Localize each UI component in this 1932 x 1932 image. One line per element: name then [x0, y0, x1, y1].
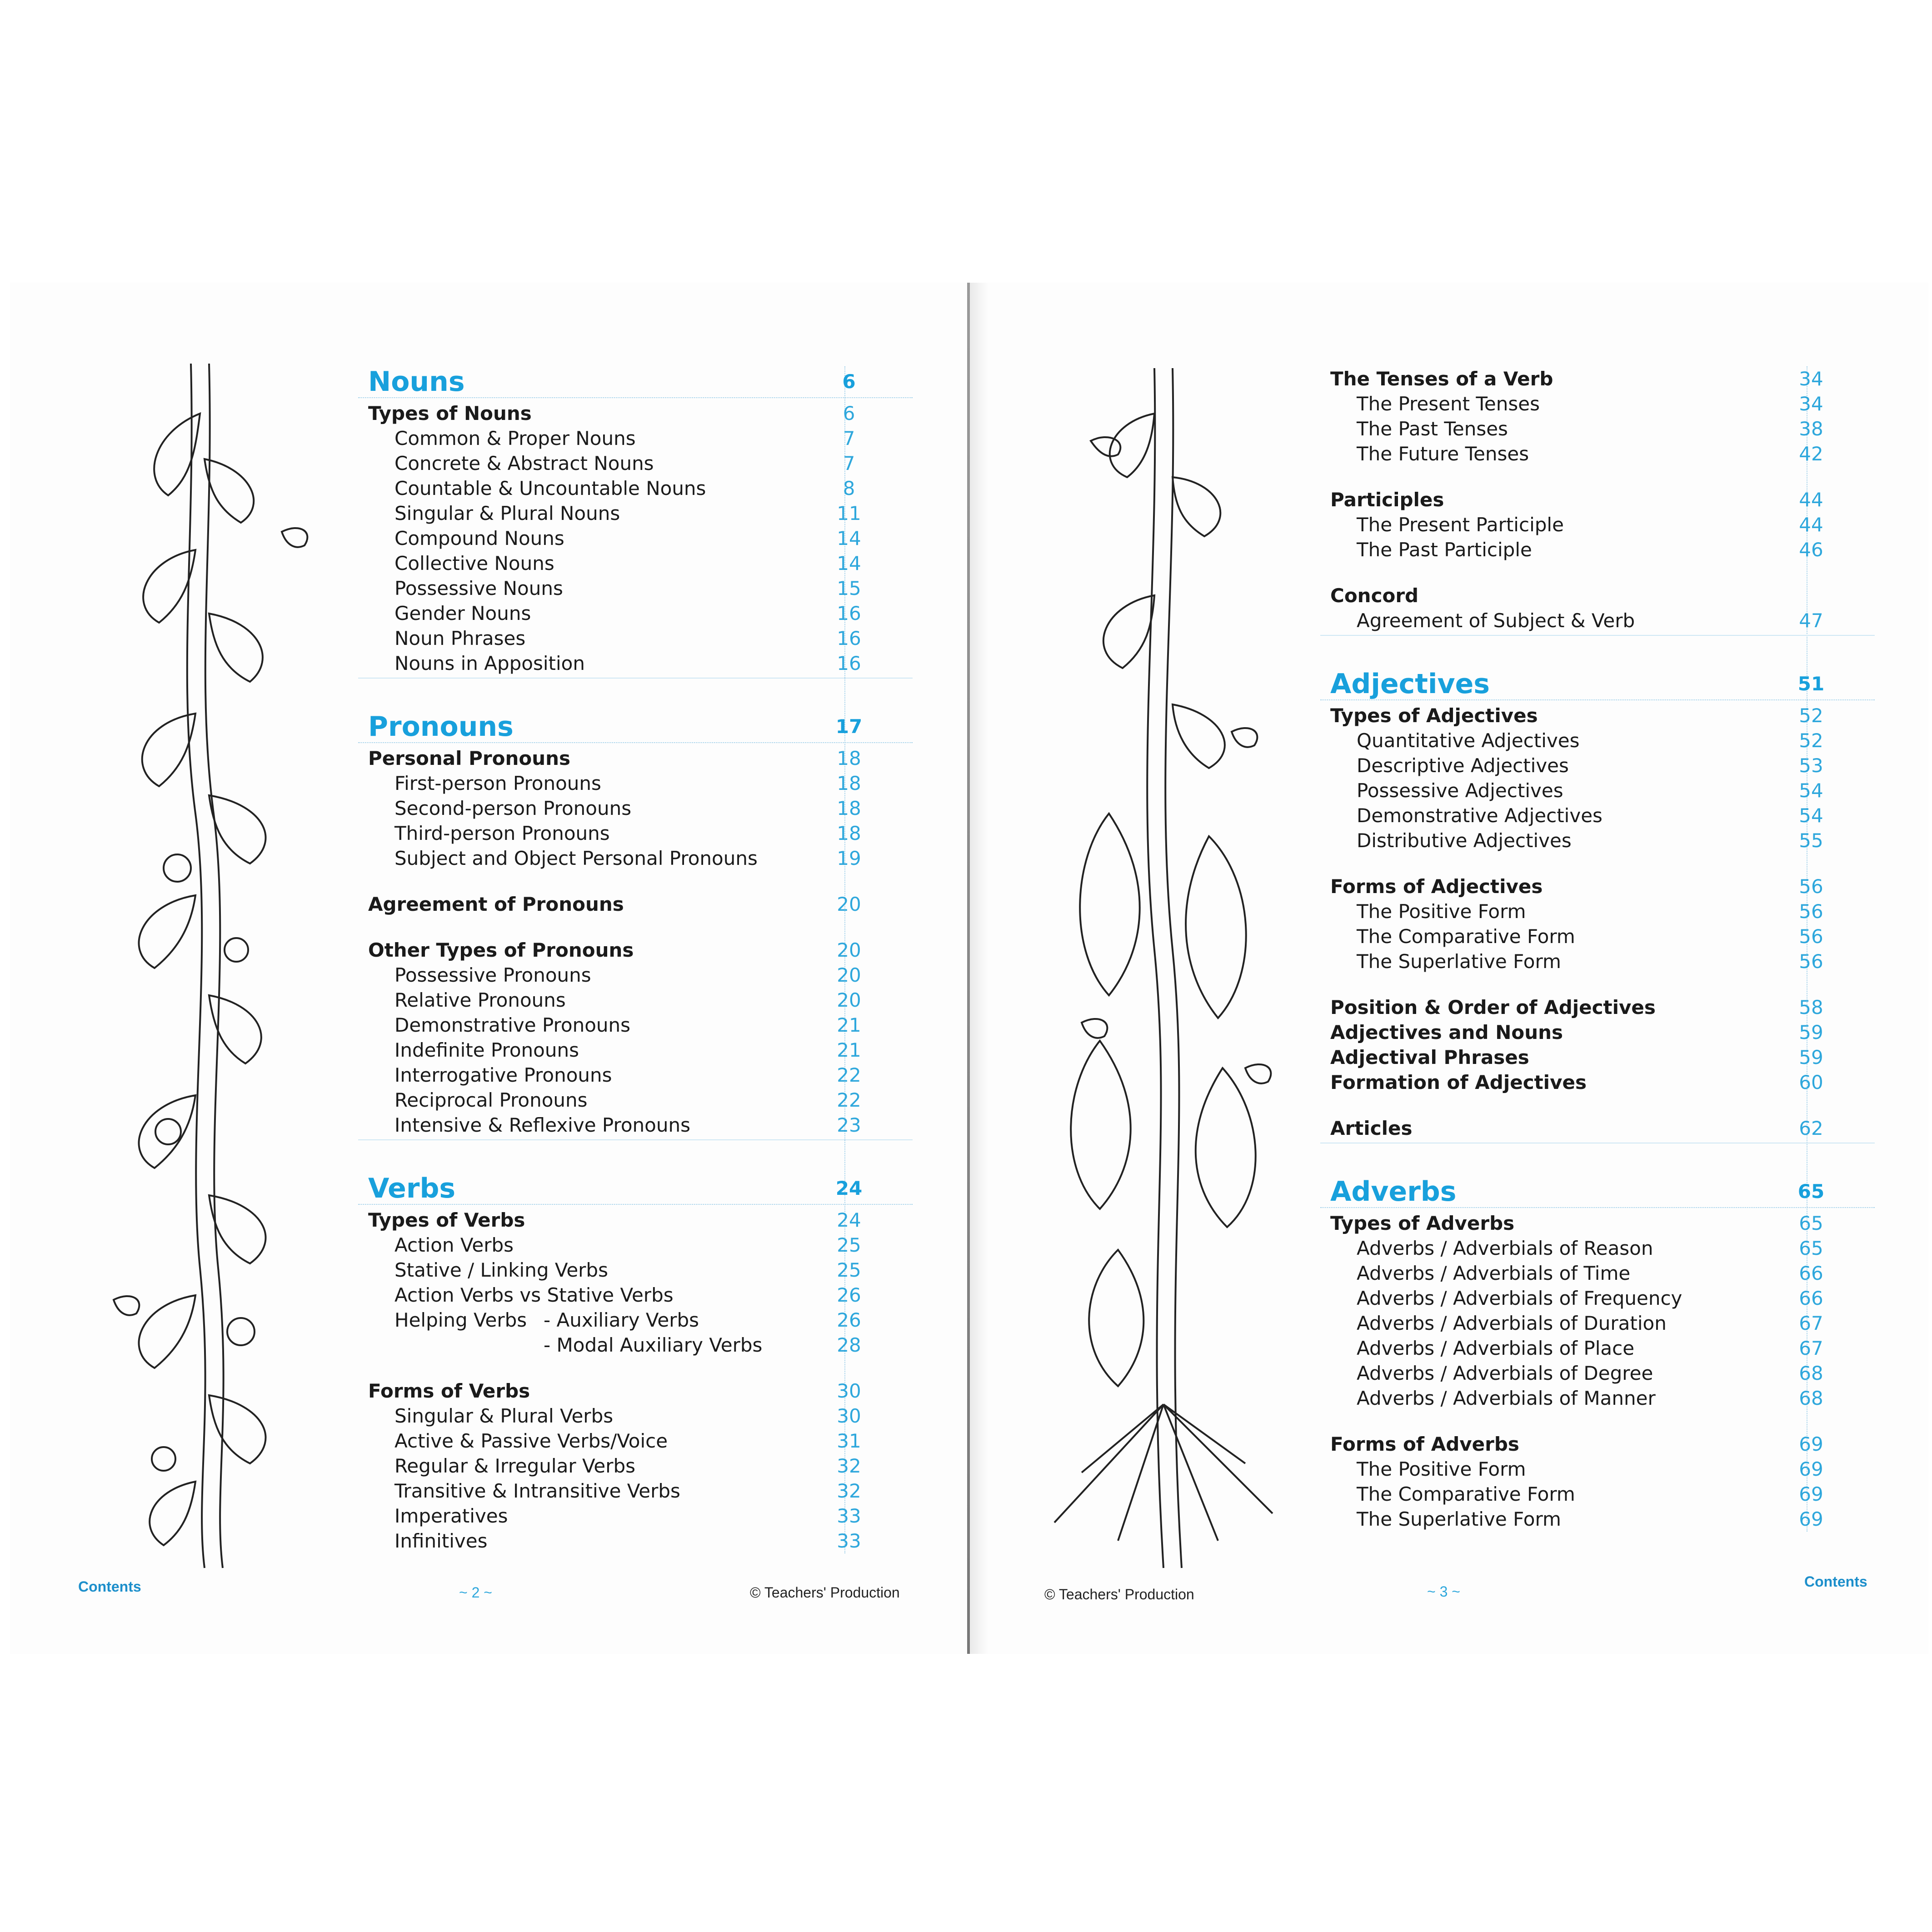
entry-title: Adverbs / Adverbials of Duration — [1357, 1312, 1667, 1334]
entry-title: Reciprocal Pronouns — [394, 1089, 588, 1111]
entry-title: Noun Phrases — [394, 627, 526, 649]
toc-entry[interactable] — [358, 1528, 913, 1553]
toc-entry[interactable] — [1320, 1261, 1875, 1286]
entry-title: Gender Nouns — [394, 602, 531, 624]
entry-page: 11 — [837, 502, 861, 524]
entry-page: 46 — [1799, 539, 1823, 561]
entry-title: Singular & Plural Nouns — [394, 502, 620, 524]
footer-page-number-left — [459, 1584, 492, 1601]
entry-title: Quantitative Adjectives — [1357, 729, 1580, 752]
toc-section-verbs — [358, 1173, 913, 1553]
section-title: Verbs — [368, 1173, 456, 1204]
toc-entry[interactable] — [358, 746, 913, 771]
toc-entry[interactable] — [1320, 1507, 1875, 1532]
entry-page: 42 — [1799, 443, 1823, 465]
entry-title: First-person Pronouns — [394, 772, 601, 794]
ornament-icon: ~ — [1427, 1583, 1440, 1600]
entry-title: Agreement of Subject & Verb — [1357, 609, 1635, 632]
toc-entry[interactable] — [1320, 487, 1875, 512]
entry-title: Personal Pronouns — [368, 747, 570, 769]
entry-title: Common & Proper Nouns — [394, 427, 636, 449]
entry-title: Participles — [1330, 489, 1444, 511]
entry-page: 53 — [1799, 754, 1823, 777]
toc-entry[interactable] — [358, 1208, 913, 1233]
entry-subtitle: - Modal Auxiliary Verbs — [544, 1334, 763, 1356]
entry-page: 25 — [837, 1234, 861, 1256]
entry-page: 54 — [1799, 804, 1823, 827]
entry-title: Concord — [1330, 584, 1419, 607]
toc-entry[interactable] — [358, 1038, 913, 1063]
entry-page: 18 — [837, 822, 861, 844]
entry-page: 23 — [837, 1114, 861, 1136]
entry-page: 56 — [1799, 875, 1823, 898]
entry-page: 69 — [1799, 1458, 1823, 1480]
entry-title: Compound Nouns — [394, 527, 564, 549]
entry-page: 69 — [1799, 1483, 1823, 1505]
toc-entry[interactable] — [358, 626, 913, 651]
toc-entry[interactable] — [358, 771, 913, 796]
toc-entry[interactable] — [1320, 366, 1875, 391]
entry-page: 52 — [1799, 729, 1823, 752]
entry-page: 52 — [1799, 704, 1823, 727]
toc-entry[interactable] — [358, 988, 913, 1013]
toc-entry[interactable] — [358, 401, 913, 426]
entry-page: 16 — [837, 652, 861, 674]
entry-page: 67 — [1799, 1312, 1823, 1334]
entry-title: Forms of Adverbs — [1330, 1433, 1519, 1455]
entry-page: 32 — [837, 1455, 861, 1477]
toc-entry[interactable] — [358, 1258, 913, 1283]
entry-page: 56 — [1799, 950, 1823, 973]
toc-entry[interactable] — [358, 892, 913, 917]
entry-title: Indefinite Pronouns — [394, 1039, 579, 1061]
entry-page: 66 — [1799, 1262, 1823, 1284]
footer-copyright-left: © Teachers' Production — [750, 1584, 900, 1601]
entry-page: 31 — [837, 1430, 861, 1452]
toc-entry[interactable] — [1320, 803, 1875, 828]
entry-page: 32 — [837, 1480, 861, 1502]
toc-entry[interactable] — [1320, 1236, 1875, 1261]
entry-title: Forms of Verbs — [368, 1380, 530, 1402]
entry-title: Interrogative Pronouns — [394, 1064, 612, 1086]
entry-title: Possessive Nouns — [394, 577, 563, 599]
entry-title: Agreement of Pronouns — [368, 893, 624, 915]
toc-entry[interactable] — [358, 1453, 913, 1478]
entry-page: 19 — [837, 847, 861, 869]
entry-title: Descriptive Adjectives — [1357, 754, 1569, 777]
toc-entry[interactable] — [1320, 753, 1875, 778]
entry-page: 20 — [837, 939, 861, 961]
toc-entry[interactable] — [1320, 1361, 1875, 1386]
tree-illustration-right — [1018, 359, 1309, 1577]
section-divider — [1320, 635, 1875, 636]
toc-entry[interactable] — [1320, 1116, 1875, 1141]
entry-title: Stative / Linking Verbs — [394, 1259, 608, 1281]
entry-page: 68 — [1799, 1387, 1823, 1409]
entry-page: 16 — [837, 627, 861, 649]
entry-title: Action Verbs — [394, 1234, 514, 1256]
entry-page: 28 — [837, 1334, 861, 1356]
entry-page: 18 — [837, 747, 861, 769]
toc-right — [1320, 366, 1875, 1532]
gutter-shadow — [970, 283, 988, 1654]
toc-entry[interactable] — [1320, 1457, 1875, 1482]
toc-entry[interactable] — [1320, 608, 1875, 633]
toc-section-pronouns — [358, 711, 913, 1140]
entry-page: 20 — [837, 893, 861, 915]
entry-page: 14 — [837, 527, 861, 549]
section-page: 65 — [1797, 1180, 1825, 1203]
toc-entry[interactable] — [1320, 1211, 1875, 1236]
toc-entry[interactable] — [1320, 1311, 1875, 1336]
section-heading[interactable] — [358, 1173, 913, 1204]
entry-page: 22 — [837, 1064, 861, 1086]
entry-title: Position & Order of Adjectives — [1330, 996, 1656, 1018]
toc-entry[interactable] — [1320, 583, 1875, 608]
entry-page: 54 — [1799, 779, 1823, 802]
entry-page: 33 — [837, 1505, 861, 1527]
toc-entry[interactable] — [1320, 949, 1875, 974]
section-divider — [358, 1139, 913, 1140]
toc-entry[interactable] — [1320, 874, 1875, 899]
toc-entry[interactable] — [1320, 1020, 1875, 1045]
toc-left — [358, 366, 913, 1553]
entry-title: Action Verbs vs Stative Verbs — [394, 1284, 674, 1306]
entry-title: Articles — [1330, 1117, 1413, 1139]
entry-page: 16 — [837, 602, 861, 624]
section-title: Nouns — [368, 366, 465, 398]
entry-page: 15 — [837, 577, 861, 599]
section-title: Adverbs — [1330, 1176, 1457, 1208]
section-heading[interactable] — [358, 366, 913, 397]
toc-entry[interactable] — [1320, 778, 1875, 803]
entry-page: 7 — [843, 427, 855, 449]
toc-entry[interactable] — [1320, 1286, 1875, 1311]
entry-page: 22 — [837, 1089, 861, 1111]
entry-title: Relative Pronouns — [394, 989, 566, 1011]
entry-page: 18 — [837, 797, 861, 819]
entry-title: Adverbs / Adverbials of Degree — [1357, 1362, 1653, 1384]
toc-entry[interactable] — [358, 1378, 913, 1403]
entry-title: The Positive Form — [1357, 1458, 1526, 1480]
entry-title: The Positive Form — [1357, 900, 1526, 923]
entry-page: 20 — [837, 989, 861, 1011]
entry-page: 44 — [1799, 514, 1823, 536]
toc-entry[interactable] — [1320, 728, 1875, 753]
toc-entry[interactable] — [1320, 703, 1875, 728]
entry-page: 20 — [837, 964, 861, 986]
entry-page: 44 — [1799, 489, 1823, 511]
entry-page: 67 — [1799, 1337, 1823, 1359]
entry-page: 59 — [1799, 1021, 1823, 1043]
entry-title: Adverbs / Adverbials of Reason — [1357, 1237, 1653, 1259]
entry-title: Types of Adjectives — [1330, 704, 1538, 727]
entry-title: Distributive Adjectives — [1357, 829, 1572, 852]
toc-entry[interactable] — [1320, 924, 1875, 949]
section-heading[interactable] — [1320, 1176, 1875, 1207]
entry-title: The Past Participle — [1357, 539, 1532, 561]
entry-title: Nouns in Apposition — [394, 652, 585, 674]
entry-title: The Present Tenses — [1357, 393, 1540, 415]
entry-title: The Comparative Form — [1357, 925, 1575, 948]
toc-entry[interactable] — [358, 963, 913, 988]
entry-title: The Tenses of a Verb — [1330, 368, 1553, 390]
entry-page: 68 — [1799, 1362, 1823, 1384]
entry-title: Imperatives — [394, 1505, 508, 1527]
entry-page: 58 — [1799, 996, 1823, 1018]
ornament-icon: ~ — [1448, 1583, 1460, 1600]
entry-title: Possessive Adjectives — [1357, 779, 1563, 802]
toc-section-adverbs — [1320, 1176, 1875, 1532]
entry-page: 18 — [837, 772, 861, 794]
toc-entry[interactable] — [358, 846, 913, 871]
footer-page-number-right — [1427, 1583, 1460, 1600]
entry-title: Other Types of Pronouns — [368, 939, 634, 961]
entry-title: Intensive & Reflexive Pronouns — [394, 1114, 690, 1136]
toc-entry[interactable] — [358, 451, 913, 476]
entry-title: Helping Verbs — [394, 1309, 527, 1331]
entry-page: 65 — [1799, 1237, 1823, 1259]
entry-page: 7 — [843, 452, 855, 474]
entry-page: 69 — [1799, 1508, 1823, 1530]
toc-entry[interactable] — [358, 1063, 913, 1088]
entry-title: Collective Nouns — [394, 552, 554, 574]
entry-page: 59 — [1799, 1046, 1823, 1068]
entry-page: 38 — [1799, 418, 1823, 440]
entry-title: Subject and Object Personal Pronouns — [394, 847, 758, 869]
entry-title: Singular & Plural Verbs — [394, 1405, 614, 1427]
toc-entry[interactable] — [358, 1233, 913, 1258]
section-page: 6 — [842, 370, 856, 393]
section-page: 17 — [835, 715, 863, 738]
entry-title: Adverbs / Adverbials of Place — [1357, 1337, 1635, 1359]
vine-illustration-left — [86, 359, 341, 1577]
entry-title: The Comparative Form — [1357, 1483, 1575, 1505]
toc-section-verbs-continued — [1320, 366, 1875, 636]
toc-entry[interactable] — [1320, 995, 1875, 1020]
entry-title: Types of Adverbs — [1330, 1212, 1515, 1234]
toc-entry[interactable] — [358, 526, 913, 551]
entry-title: Types of Verbs — [368, 1209, 525, 1231]
toc-entry[interactable] — [358, 1088, 913, 1113]
entry-title: The Superlative Form — [1357, 1508, 1561, 1530]
toc-entry[interactable] — [358, 651, 913, 676]
entry-page: 56 — [1799, 900, 1823, 923]
footer-contents-right: Contents — [1804, 1573, 1867, 1590]
toc-entry[interactable] — [358, 1428, 913, 1453]
toc-section-adjectives — [1320, 669, 1875, 1143]
toc-entry[interactable] — [358, 1283, 913, 1308]
entry-title: Possessive Pronouns — [394, 964, 591, 986]
toc-entry[interactable] — [358, 426, 913, 451]
toc-entry[interactable] — [1320, 828, 1875, 853]
entry-page: 34 — [1799, 368, 1823, 390]
entry-page: 66 — [1799, 1287, 1823, 1309]
entry-title: Second-person Pronouns — [394, 797, 632, 819]
entry-title: Concrete & Abstract Nouns — [394, 452, 654, 474]
toc-entry[interactable] — [1320, 416, 1875, 441]
toc-entry[interactable] — [1320, 391, 1875, 416]
toc-entry[interactable] — [358, 821, 913, 846]
entry-title: Countable & Uncountable Nouns — [394, 477, 706, 499]
entry-page: 30 — [837, 1380, 861, 1402]
toc-entry[interactable] — [358, 576, 913, 601]
entry-title: The Present Participle — [1357, 514, 1564, 536]
entry-title: Adverbs / Adverbials of Manner — [1357, 1387, 1656, 1409]
entry-title: Adjectives and Nouns — [1330, 1021, 1563, 1043]
entry-title: Formation of Adjectives — [1330, 1071, 1587, 1093]
toc-entry[interactable] — [358, 1013, 913, 1038]
entry-page: 60 — [1799, 1071, 1823, 1093]
ornament-icon: ~ — [479, 1584, 492, 1601]
entry-title: Third-person Pronouns — [394, 822, 610, 844]
entry-title: Types of Nouns — [368, 402, 532, 424]
entry-title: The Future Tenses — [1357, 443, 1529, 465]
toc-entry[interactable] — [1320, 537, 1875, 562]
footer-copyright-right: © Teachers' Production — [1044, 1586, 1194, 1603]
entry-title: Infinitives — [394, 1530, 488, 1552]
toc-entry[interactable] — [1320, 1386, 1875, 1411]
section-title: Pronouns — [368, 711, 514, 743]
entry-title: Adverbs / Adverbials of Time — [1357, 1262, 1631, 1284]
footer-contents-left: Contents — [78, 1578, 141, 1595]
toc-entry[interactable] — [358, 938, 913, 963]
entry-title: Regular & Irregular Verbs — [394, 1455, 636, 1477]
section-title: Adjectives — [1330, 668, 1490, 700]
entry-page: 69 — [1799, 1433, 1823, 1455]
entry-page: 34 — [1799, 393, 1823, 415]
toc-entry[interactable] — [358, 796, 913, 821]
entry-title: Adjectival Phrases — [1330, 1046, 1529, 1068]
entry-page: 62 — [1799, 1117, 1823, 1139]
toc-entry[interactable] — [358, 1503, 913, 1528]
entry-page: 26 — [837, 1309, 861, 1331]
entry-page: 33 — [837, 1530, 861, 1552]
toc-entry[interactable] — [1320, 1045, 1875, 1070]
section-page: 24 — [835, 1177, 863, 1199]
toc-entry[interactable] — [358, 476, 913, 501]
toc-entry[interactable] — [358, 1113, 913, 1138]
entry-subtitle: - Auxiliary Verbs — [544, 1309, 699, 1331]
toc-entry[interactable] — [358, 601, 913, 626]
entry-title: Active & Passive Verbs/Voice — [394, 1430, 668, 1452]
page-number: 2 — [471, 1584, 480, 1601]
entry-title: The Superlative Form — [1357, 950, 1561, 973]
entry-page: 21 — [837, 1039, 861, 1061]
entry-page: 30 — [837, 1405, 861, 1427]
section-page: 51 — [1797, 673, 1825, 695]
toc-entry[interactable] — [358, 501, 913, 526]
toc-entry[interactable] — [1320, 1482, 1875, 1507]
entry-title: Transitive & Intransitive Verbs — [394, 1480, 680, 1502]
toc-section-nouns — [358, 366, 913, 679]
ornament-icon: ~ — [459, 1584, 472, 1601]
entry-page: 14 — [837, 552, 861, 574]
entry-page: 24 — [837, 1209, 861, 1231]
entry-page: 65 — [1799, 1212, 1823, 1234]
entry-title: Adverbs / Adverbials of Frequency — [1357, 1287, 1682, 1309]
toc-entry[interactable] — [358, 551, 913, 576]
entry-title: Demonstrative Adjectives — [1357, 804, 1603, 827]
entry-page: 26 — [837, 1284, 861, 1306]
entry-title: Forms of Adjectives — [1330, 875, 1543, 898]
entry-title: The Past Tenses — [1357, 418, 1508, 440]
entry-title: Demonstrative Pronouns — [394, 1014, 631, 1036]
toc-entry[interactable] — [1320, 1070, 1875, 1095]
entry-page: 56 — [1799, 925, 1823, 948]
section-divider — [358, 678, 913, 679]
toc-entry[interactable] — [358, 1308, 913, 1333]
page-number: 3 — [1439, 1583, 1448, 1600]
toc-entry[interactable] — [1320, 899, 1875, 924]
entry-page: 47 — [1799, 609, 1823, 632]
entry-page: 55 — [1799, 829, 1823, 852]
section-heading[interactable] — [1320, 669, 1875, 699]
toc-entry[interactable] — [358, 1478, 913, 1503]
entry-page: 8 — [843, 477, 855, 499]
entry-page: 21 — [837, 1014, 861, 1036]
entry-page: 6 — [843, 402, 855, 424]
toc-entry[interactable] — [1320, 1432, 1875, 1457]
entry-page: 25 — [837, 1259, 861, 1281]
section-heading[interactable] — [358, 711, 913, 742]
toc-entry[interactable] — [1320, 441, 1875, 466]
toc-entry[interactable] — [1320, 1336, 1875, 1361]
toc-entry[interactable] — [358, 1333, 913, 1358]
toc-entry[interactable] — [1320, 512, 1875, 537]
toc-entry[interactable] — [358, 1403, 913, 1428]
